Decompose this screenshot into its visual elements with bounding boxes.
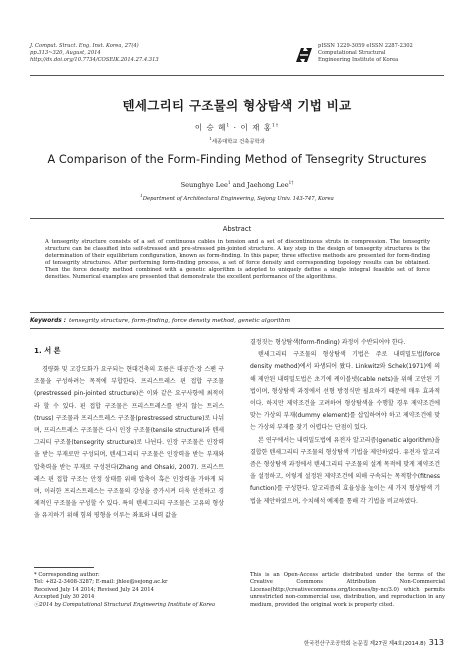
author-en-and: and (230, 181, 248, 190)
authors-english (0, 180, 474, 189)
issn-block (318, 43, 458, 65)
abstract-top-rule (30, 218, 444, 219)
title-korean: 텐세그리티 구조물의 형상탐색 기법 비교 (122, 98, 352, 113)
right-column-body (250, 337, 440, 508)
keywords-rule (30, 328, 444, 329)
affiliation-korean (0, 136, 474, 145)
abstract-bottom-rule (30, 312, 444, 313)
affiliation-en-sup: 1 (140, 193, 143, 198)
author-ko-2: 이 재 홍 (240, 123, 272, 132)
section-heading-introduction: 1. 서 론 (34, 346, 61, 355)
footnote-rule (34, 567, 94, 568)
publisher-line: Computational Structural (318, 50, 386, 57)
authors-korean (0, 122, 474, 133)
doi-link[interactable]: http://dx.doi.org/10.7734/COSEIK.2014.27.4.313 (30, 57, 159, 64)
author-en-2: Jaehong Lee (247, 181, 289, 190)
author-ko-1-sup: 1 (226, 123, 231, 129)
abstract-heading: Abstract (222, 225, 252, 233)
keywords-label: Keywords : (30, 318, 67, 324)
keywords (30, 318, 444, 324)
page-number: 313 (428, 638, 444, 647)
received-line: Received July 14 2014; Revised July 24 2014 (34, 586, 154, 593)
abstract-text: A tensegrity structure consists of a set of continuous cables in tension and a set of discontinuous struts in compression. The tensegrity structure can be classified into self-stressed and pre-stressed pin-jointed structure. A key step in the design of tensegrity structures is the determination of their equilibrium configuration, known as form-finding. In this paper, three effective methods are presented for form-finding of tensegrity structures. After performing form-finding process, a set of force density and corresponding topology results can be obtained. Then the force density method combined with a genetic algorithm is adopted to uniquely define a single integral feasible set of force densities. Numerical examples are presented that demonstrate the excellent performance of the algorithms. (45, 239, 430, 280)
author-en-2-sup: 1† (288, 180, 294, 185)
journal-footer-text: 한국전산구조공학회 논문집 제27권 제4호(2014.8) (303, 641, 426, 647)
author-en-1: Seunghye Lee (180, 181, 228, 190)
journal-pages-line: pp.313~320, August, 2014 (30, 50, 101, 57)
publisher-line-2: Engineering Institute of Korea (318, 57, 399, 64)
author-en-1-sup: 1 (227, 180, 231, 185)
author-separator: · (230, 123, 241, 132)
contact-line: Tel: +82-2-3408-3287; E-mail: jhlee@sejong.ac.kr (34, 579, 168, 586)
left-column-body (34, 364, 224, 523)
affiliation-ko-sup: 1 (209, 136, 212, 141)
journal-line: J. Comput. Struct. Eng. Inst. Korea, 27(4) (30, 43, 139, 49)
affiliation-ko-text: 세종대학교 건축공학과 (211, 138, 265, 145)
affiliation-english (0, 193, 474, 202)
page-footer (250, 638, 444, 647)
body-paragraph: 텐세그리티 구조물의 형상탐색 기법은 주로 내력밀도법(force density method)에서 파생되어 왔다. Linkwitz와 Schek(1971)에 의해 제안된 내력밀도법은 초기에 케이블넷(cable nets)을 위해 고안된 기법이며, 형상탐색 과정에서 선형 방정식만 필요하기 때문에 매우 효과적이다. 하지만 제약조건을 고려하여 형상탐색을 수행할 경우 제약조건에 맞는 가상의 부재(dummy element)를 삽입하여야 하고 제약조건에 맞는 가상의 부재를 찾기 어렵다는 단점이 있다. (250, 351, 440, 432)
journal-citation (30, 43, 260, 65)
author-ko-1: 이 승 혜 (194, 123, 227, 132)
affiliation-en-text: Department of Architectural Engineering, Sejong Univ. 143-747, Korea (142, 195, 334, 202)
body-paragraph: 결정짓는 형상탐색(form-finding) 과정이 수반되어야 한다. (250, 339, 406, 346)
issn-line: pISSN 1229-3059 eISSN 2287-2302 (318, 43, 413, 49)
author-ko-2-sup: 1† (271, 123, 280, 129)
keywords-text: tensegrity structure, form-finding, force density method, genetic algorithm (69, 318, 291, 324)
header-rule (30, 75, 444, 76)
body-paragraph: 경량화 및 고강도화가 요구되는 현대건축의 흐름은 대공간·장 스팬 구조물을 구성하려는 목적에 부합한다. 프리스트레스 핀 접합 구조물(prestressed pin-jointed structure)은 이와 같은 요구사항에 최적이라 할 수 있다. 핀 접합 구조물은 프리스트레스를 받지 않는 트러스(truss) 구조물과 프리스트레스 구조물(prestressed structure)로 나뉘며, 프리스트레스 구조물은 다시 인장 구조물(tensile structure)과 텐세그리티 구조물(tensegrity structure)로 나뉜다. 인장 구조물은 인장력을 받는 부재로만 구성되며, 텐세그리티 구조물은 인장력을 받는 부재와 압축력을 받는 부재로 구성된다(Zhang and Ohsaki, 2007). 프리스트레스 핀 접합 구조는 안정 상태를 위해 압축이 혹은 인장력을 가하게 되며, 이러한 프리스트레스는 구조물의 강성을 증가시켜 더욱 안전하고 경제적인 구조물을 구성할 수 있다. 특히 텐세그리티 구조물은 고유의 형상을 유지하기 위해 힘의 평형을 이루는 좌표와 내력 값을 (34, 366, 224, 520)
corresponding-author-label: * Corresponding author: (34, 572, 100, 578)
footnote (34, 572, 234, 609)
copyright-line: ⓒ2014 by Computational Structural Engineering Institute of Korea (34, 601, 216, 608)
accepted-line: Accepted July 30 2014 (34, 594, 95, 601)
coseik-logo-icon (295, 47, 313, 63)
body-paragraph: 본 연구에서는 내력밀도법에 유전자 알고리즘(genetic algorithm)을 결합한 텐세그리티 구조물의 형상탐색 기법을 제안하였다. 유전자 알고리즘은 형상탐색 과정에서 텐세그리티 구조물의 설계 목적에 맞게 제약조건을 설정하고, 이렇게 설정된 제약조건에 의해 구속되는 목적함수(fitness function)를 구성한다. 알고리즘의 효율성을 높이는 세 가지 형상탐색 기법을 제안하였으며, 수치해석 예제를 통해 각 기법을 비교하였다. (250, 436, 440, 505)
license-notice: This is an Open-Access article distributed under the terms of the Creative Commons Attribution Non-Commercial License(http://creativecommons.org/licenses/by-nc/3.0) which permits unrestricted non-commercial use, distribution, and reproduction in any medium, provided the original work is properly cited. (250, 572, 445, 608)
title-english: A Comparison of the Form-Finding Method of Tensegrity Structures (47, 153, 427, 166)
